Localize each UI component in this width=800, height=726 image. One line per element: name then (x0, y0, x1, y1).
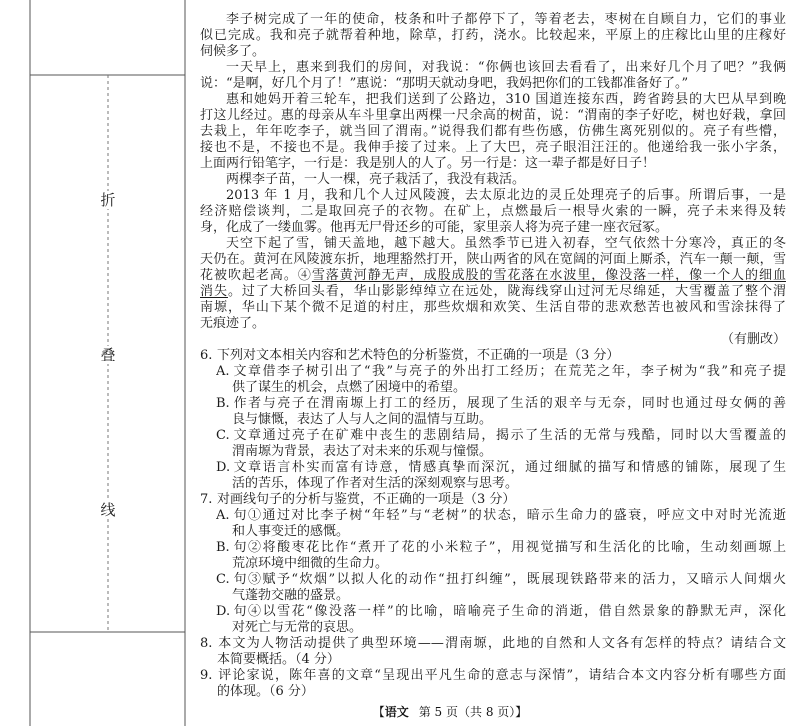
passage-line: 天仍在。黄河在风陵渡东折，地理豁然打开，陕山两省的风在宽阔的河面上厮杀，汽车一颠一颠，雪 (200, 252, 786, 267)
option-b-continued: 荒凉环境中细微的生命力。 (232, 556, 389, 571)
question-text: 对画线句子的分析与鉴赏，不正确的一项是（3 分） (217, 492, 516, 507)
option-label: C. (216, 572, 230, 587)
option-c (216, 572, 786, 588)
option-b (216, 396, 786, 412)
question-text: 评论家说，陈年喜的文章“呈现出平凡生命的意志与深情”，请结合本文内容分析有哪些方面 (217, 668, 786, 683)
option-text: 作者与亮子在渭南塬上打工的经历，展现了生活的艰辛与无奈，同时也通过母女俩的善 (232, 396, 786, 411)
option-text: 文章通过亮子在矿难中丧生的悲剧结局，揭示了生活的无常与残酷，同时以大雪覆盖的 (232, 428, 786, 443)
question-number: 8. (200, 636, 213, 651)
binding-border (0, 0, 190, 726)
passage-line: 身，化成了一缕血雾。他再无尸骨还乡的可能，家里亲人将为亮子建一座衣冠冢。 (200, 220, 669, 235)
option-label: A. (216, 508, 230, 523)
passage-line: 经济赔偿谈判，二是取回亮子的衣物。在矿上，点燃最后一根导火索的一瞬，亮子未来得及转 (200, 204, 786, 219)
option-text: 文章借李子树引出了“我”与亮子的外出打工经历；在荒芜之年，李子树为“我”和亮子提 (232, 364, 786, 379)
question-stem-continued: 本简要概括。（4 分） (217, 652, 340, 667)
question-number: 6. (200, 348, 213, 363)
passage-text: 。过了大桥回头看，华山影影绰绰立在远处，陇海线穿山过河无尽绵延，大雪覆盖了整个渭 (227, 284, 786, 299)
option-c-continued: 渭南塬为背景，表达了对未来的乐观与憧憬。 (232, 444, 493, 459)
footer-bracket-open: 【 (372, 705, 385, 719)
fold-label-char: 线 (100, 501, 116, 519)
question-stem-continued: 的体现。（6 分） (217, 684, 314, 699)
passage-line: 一天早上，惠来到我们的房间，对我说：“你俩也该回去看看了，出来好几个月了吧？”我俩 (226, 60, 786, 75)
underlined-sentence: 消失 (200, 284, 228, 299)
question-stem (200, 668, 786, 684)
option-a (216, 364, 786, 380)
passage-line: 上面两行铅笔字，一行是：我是别人的人了。另一行是：这一辈子都是好日子！ (200, 156, 656, 171)
passage-line: 伺候多了。 (200, 44, 266, 59)
question-text: 下列对文本相关内容和艺术特色的分析鉴赏，不正确的一项是（3 分） (217, 348, 620, 363)
question-6 (200, 348, 786, 492)
passage-line: 两棵李子苗，一人一棵，亮子栽活了，我没有栽活。 (226, 172, 526, 187)
passage-line: 去栽上，年年吃李子，就当回了渭南。”说得我们都有些伤感，仿佛生离死别似的。亮子有些懵， (200, 124, 786, 139)
question-7 (200, 492, 786, 636)
question-number: 9. (200, 668, 213, 683)
fold-label-char: 叠 (100, 346, 116, 364)
passage-line: 接也不是，不接也不是。我伸手接了过来。上了大巴，亮子眼泪汪汪的。他递给我一张小字条， (200, 140, 786, 155)
footer-subject: 语文 (384, 705, 409, 719)
question-text: 本文为人物活动提供了典型环境——渭南塬，此地的自然和人文各有怎样的特点？请结合文 (217, 636, 786, 651)
page-footer (330, 704, 570, 720)
passage-line (200, 268, 786, 284)
option-text: 文章语言朴实而富有诗意，情感真挚而深沉，通过细腻的描写和情感的铺陈，展现了生 (232, 460, 786, 475)
passage-line: 2013 年 1 月，我和几个人过风陵渡，去太原北边的灵丘处理亮子的后事。所谓后事，一是 (226, 188, 786, 203)
passage-line: 天空下起了雪，铺天盖地，越下越大。虽然季节已进入初春，空气依然十分寒冷，真正的冬 (226, 236, 786, 251)
underlined-sentence: 雪落黄河静无声，成股成股的雪花落在水波里，像没落一样，像一个人的细血 (311, 268, 786, 283)
option-a-continued: 供了谋生的机会，点燃了困境中的希望。 (232, 380, 467, 395)
question-8 (200, 636, 786, 668)
passage-line: 南塬，华山下某个微不足道的村庄，那些炊烟和欢笑、生活自带的悲欢愁苦也被风和雪涂抹得了 (200, 300, 786, 315)
option-d-continued: 对死亡与无常的哀思。 (232, 620, 363, 635)
option-d (216, 604, 786, 620)
option-text: 句③赋予“炊烟”以拟人化的动作“扭打纠缠”，既展现铁路带来的活力，又暗示人间烟火 (232, 572, 786, 587)
option-b (216, 540, 786, 556)
question-9 (200, 668, 786, 700)
fold-label-char: 折 (100, 191, 116, 209)
footer-page-number: 第 5 页（共 8 页） (418, 705, 516, 719)
option-text: 句④以雪花“像没落一样”的比喻，暗喻亮子生命的消逝，借自然景象的静默无声，深化 (232, 604, 786, 619)
option-label: C. (216, 428, 230, 443)
option-c (216, 428, 786, 444)
passage-line (200, 284, 786, 300)
passage-line: 无痕迹了。 (200, 316, 266, 331)
option-d-continued: 活的苦乐，体现了作者对生活的深刻观察与思考。 (232, 476, 519, 491)
option-a (216, 508, 786, 524)
passage-line: 惠和她妈开着三轮车，把我们送到了公路边，310 国道连接东西，跨省跨县的大巴从早到晚 (226, 92, 786, 107)
passage-line: 似已完成。我和亮子就帮着种地，除草，打药，浇水。比较起来，平原上的庄稼比山里的庄稼好 (200, 28, 786, 43)
question-stem (200, 636, 786, 652)
option-b-continued: 良与慷慨，表达了人与人之间的温情与互助。 (232, 412, 493, 427)
content-column (200, 12, 786, 700)
passage-line: 打这儿经过。惠的母亲从车斗里拿出两棵一尺余高的树苗，说：“渭南的李子好吃，树也好栽，拿回 (200, 108, 786, 123)
option-text: 句②将酸枣花比作“煮开了花的小米粒子”，用视觉描写和生活化的比喻，生动刻画塬上 (232, 540, 786, 555)
question-number: 7. (200, 492, 213, 507)
source-note: （有删改） (720, 332, 786, 347)
option-label: B. (216, 396, 230, 411)
passage-line: 说：“是啊，好几个月了！”惠说：“那明天就动身吧，我妈把你们的工钱都准备好了。” (200, 76, 689, 91)
option-label: D. (216, 460, 231, 475)
question-stem (200, 492, 786, 508)
passage-line: 李子树完成了一年的使命，枝条和叶子都停下了，等着老去，枣树在自顾自力，它们的事业 (226, 12, 786, 27)
option-label: D. (216, 604, 231, 619)
reading-passage (200, 12, 786, 348)
footer-bracket-close: 】 (515, 705, 528, 719)
option-d (216, 460, 786, 476)
question-stem (200, 348, 786, 364)
option-a-continued: 和人事变迁的感慨。 (232, 524, 350, 539)
binding-margin (0, 0, 190, 726)
option-c-continued: 气蓬勃交融的盛景。 (232, 588, 350, 603)
option-label: A. (216, 364, 230, 379)
option-label: B. (216, 540, 230, 555)
option-text: 句①通过对比李子树“年轻”与“老树”的状态，暗示生命力的盛衰，呼应文中对时光流逝 (232, 508, 786, 523)
passage-text: 花被吹起老高。④ (200, 268, 312, 283)
